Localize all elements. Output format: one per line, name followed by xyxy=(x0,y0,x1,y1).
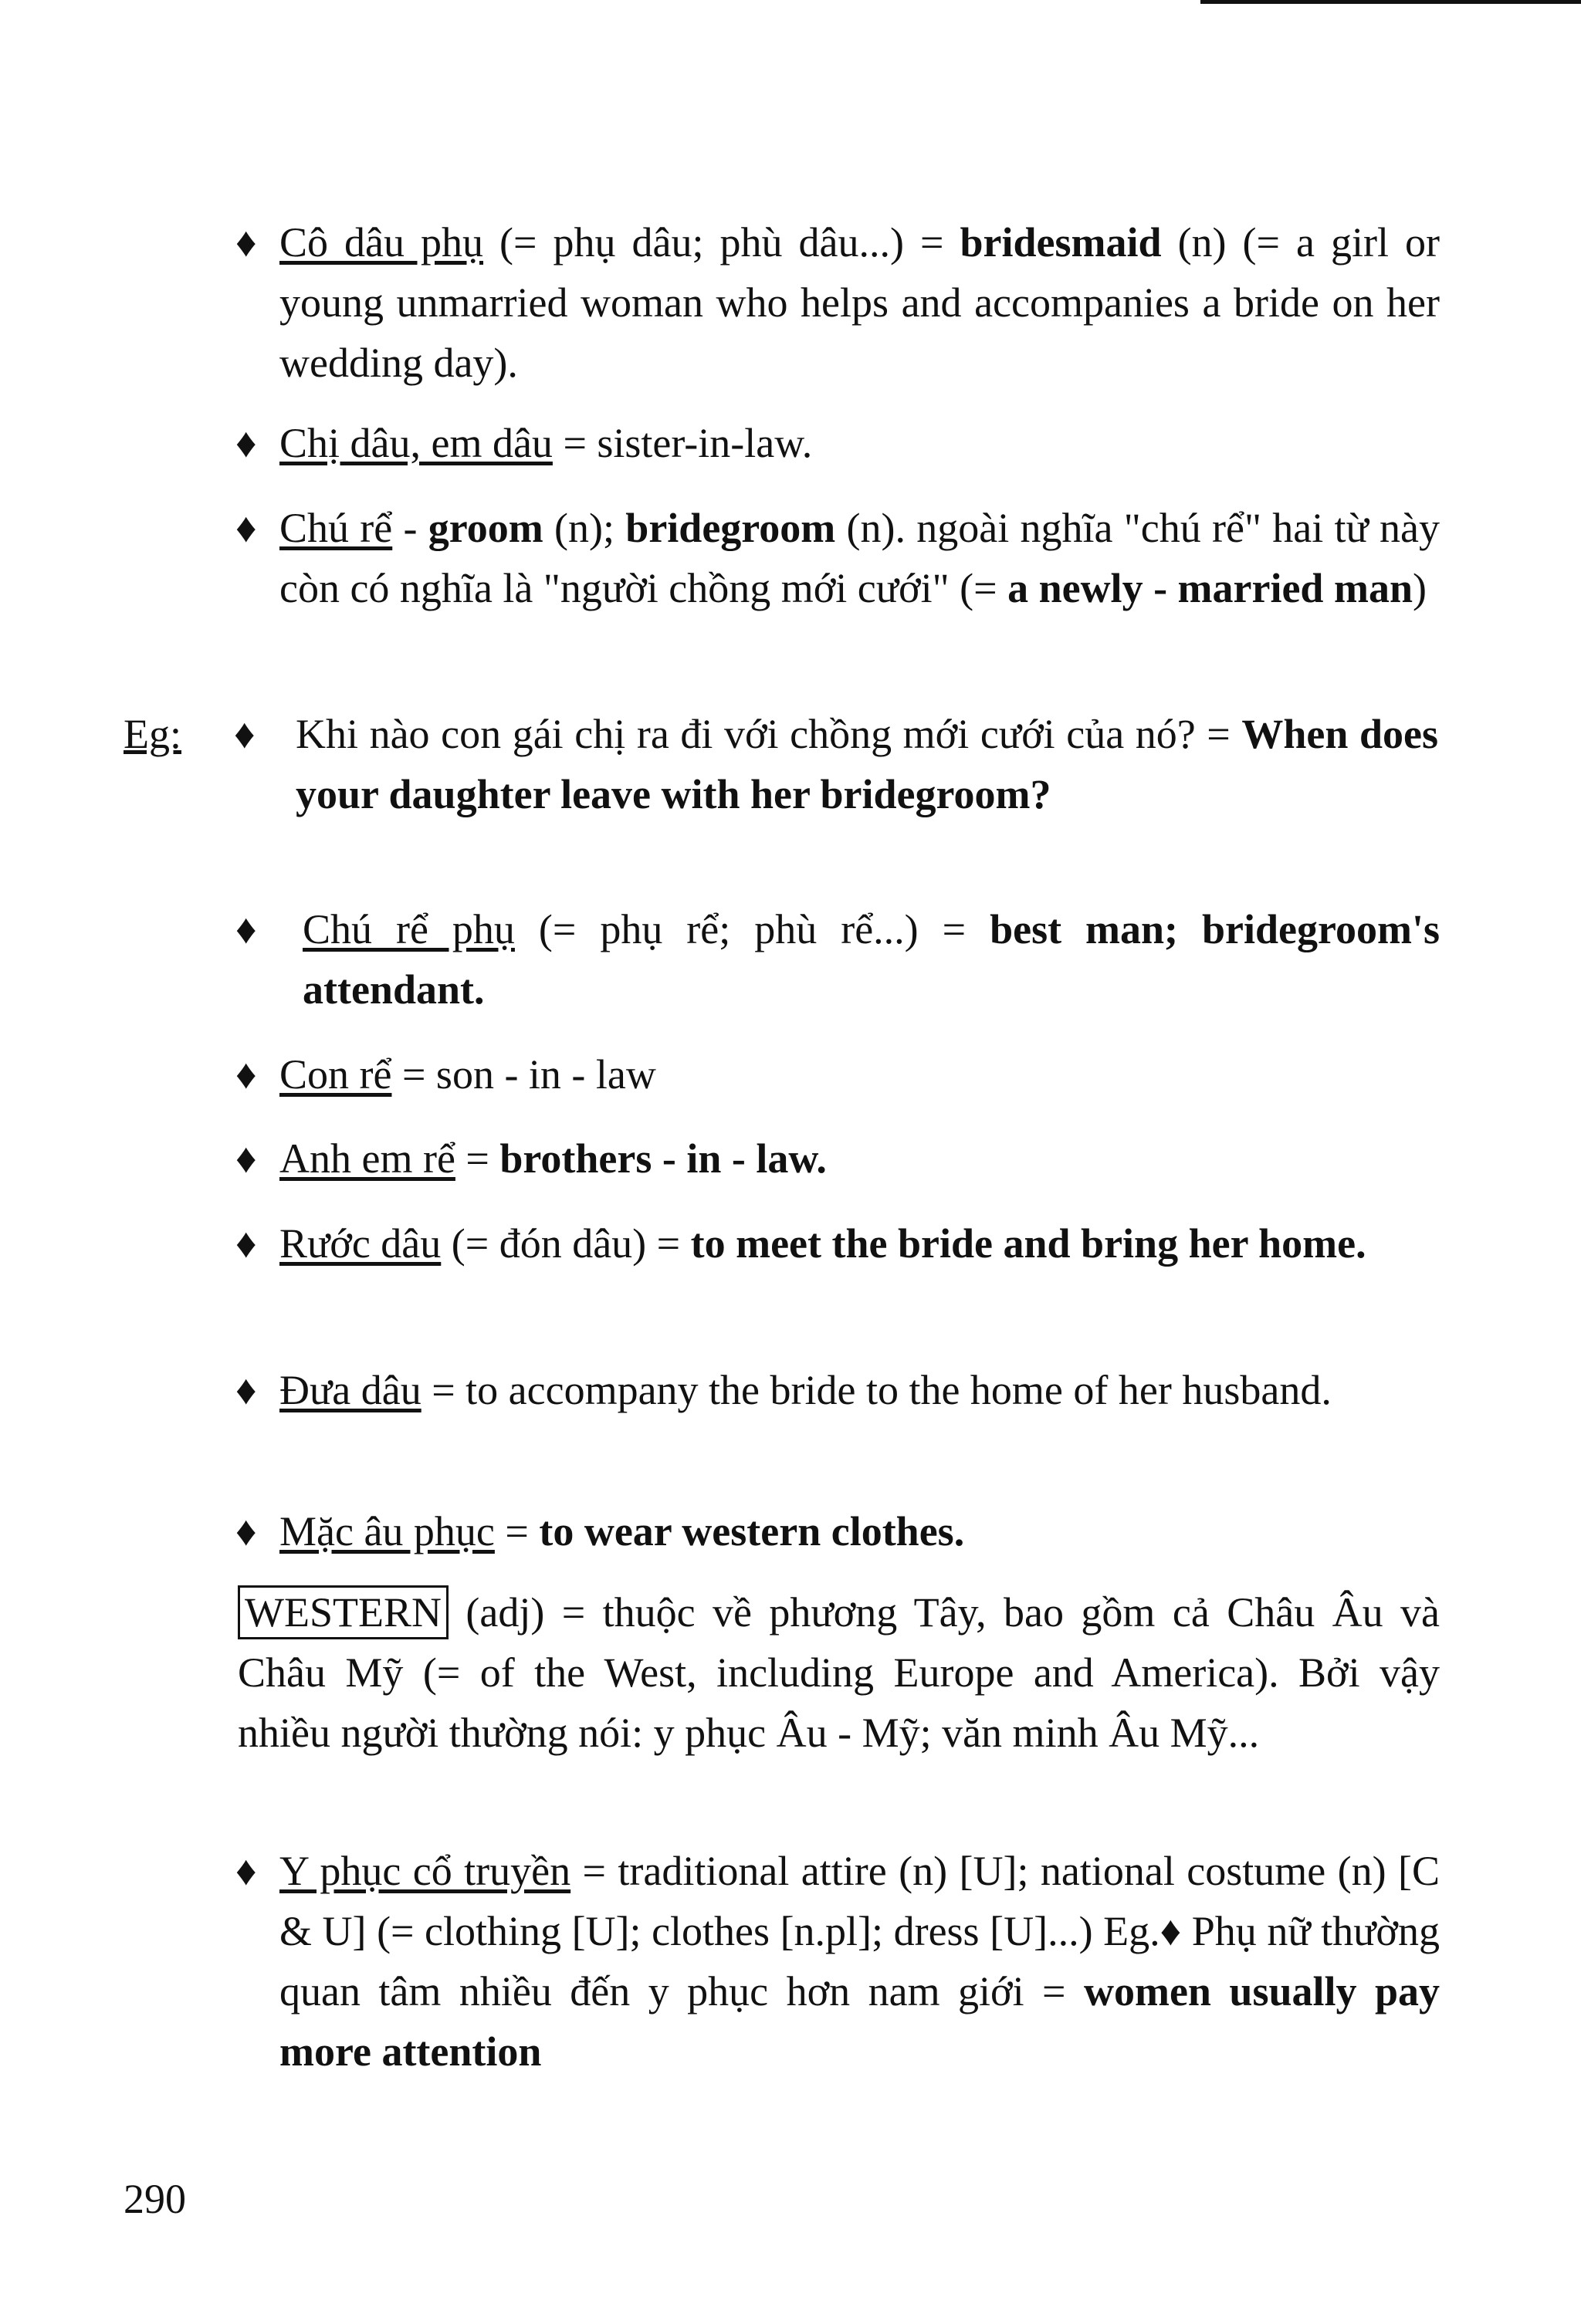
bullet-icon: ♦ xyxy=(235,420,257,466)
entry-accompany-bride: ♦ Đưa dâu = to accompany the bride to the home of her husband. xyxy=(235,1360,1440,1420)
entry-term: Chú rể phụ xyxy=(303,906,515,952)
bullet-icon: ♦ xyxy=(235,1848,257,1894)
example-label: Eg: xyxy=(124,711,181,757)
entry-best-man: ♦ Chú rể phụ (= phụ rể; phù rể...) = best man; bridegroom's attendant. xyxy=(235,899,1440,1020)
entry-term: Y phục cổ truyền xyxy=(279,1848,571,1894)
bullet-icon: ♦ xyxy=(234,711,256,757)
bullet-icon: ♦ xyxy=(235,1051,257,1098)
boxed-headword: WESTERN xyxy=(238,1585,449,1639)
entry-meet-bride: ♦ Rước dâu (= đón dâu) = to meet the bride and bring her home. xyxy=(235,1213,1440,1274)
bullet-icon: ♦ xyxy=(235,1367,257,1413)
entry-term: Cô dâu phụ xyxy=(279,219,484,266)
entry-term: Chú rể xyxy=(279,505,393,551)
entry-term: Đưa dâu xyxy=(279,1367,421,1413)
entry-term: Anh em rể xyxy=(279,1135,455,1182)
bullet-icon: ♦ xyxy=(235,219,257,266)
entry-son-in-law: ♦ Con rể = son - in - law xyxy=(235,1044,1440,1104)
bullet-icon: ♦ xyxy=(235,906,257,952)
bullet-icon: ♦ xyxy=(235,1220,257,1267)
entry-term: Con rể xyxy=(279,1051,392,1098)
entry-brothers-in-law: ♦ Anh em rể = brothers - in - law. xyxy=(235,1128,1440,1189)
entry-term: Chị dâu, em dâu xyxy=(279,420,553,466)
entry-traditional-attire: ♦ Y phục cổ truyền = traditional attire (n) [U]; national costume (n) [C & U] (= clothing [U]; clothes [n.pl]; dress [U]...) Eg.♦ Phụ nữ thường quan tâm nhiều đến y phục hơn nam giới = women usually pay more attention xyxy=(235,1841,1440,2082)
bullet-icon: ♦ xyxy=(235,1135,257,1182)
page-number: 290 xyxy=(124,2176,186,2222)
entry-term: Rước dâu xyxy=(279,1220,442,1267)
bullet-icon: ♦ xyxy=(1160,1908,1182,1954)
western-definition: WESTERN (adj) = thuộc về phương Tây, bao gồm cả Châu Âu và Châu Mỹ (= of the West, including Europe and America). Bởi vậy nhiều người thường nói: y phục Âu - Mỹ; văn minh Âu Mỹ... xyxy=(238,1582,1440,1763)
bullet-icon: ♦ xyxy=(235,1508,257,1554)
entry-bridesmaid: ♦ Cô dâu phụ (= phụ dâu; phù dâu...) = bridesmaid (n) (= a girl or young unmarried woman who helps and accompanies a bride on her wedding day). xyxy=(235,212,1440,393)
entry-sister-in-law: ♦ Chị dâu, em dâu = sister-in-law. xyxy=(235,413,1440,473)
example-bridegroom: ♦ Khi nào con gái chị ra đi với chồng mới cưới của nó? = When does your daughter leave with her bridegroom? xyxy=(234,704,1438,824)
entry-groom: ♦ Chú rể - groom (n); bridegroom (n). ngoài nghĩa "chú rể" hai từ này còn có nghĩa là "người chồng mới cưới" (= a newly - married man) xyxy=(235,498,1440,618)
entry-term: Mặc âu phục xyxy=(279,1508,495,1554)
top-rule xyxy=(1200,0,1581,4)
bullet-icon: ♦ xyxy=(235,505,257,551)
entry-western-clothes: ♦ Mặc âu phục = to wear western clothes. xyxy=(235,1501,1440,1561)
